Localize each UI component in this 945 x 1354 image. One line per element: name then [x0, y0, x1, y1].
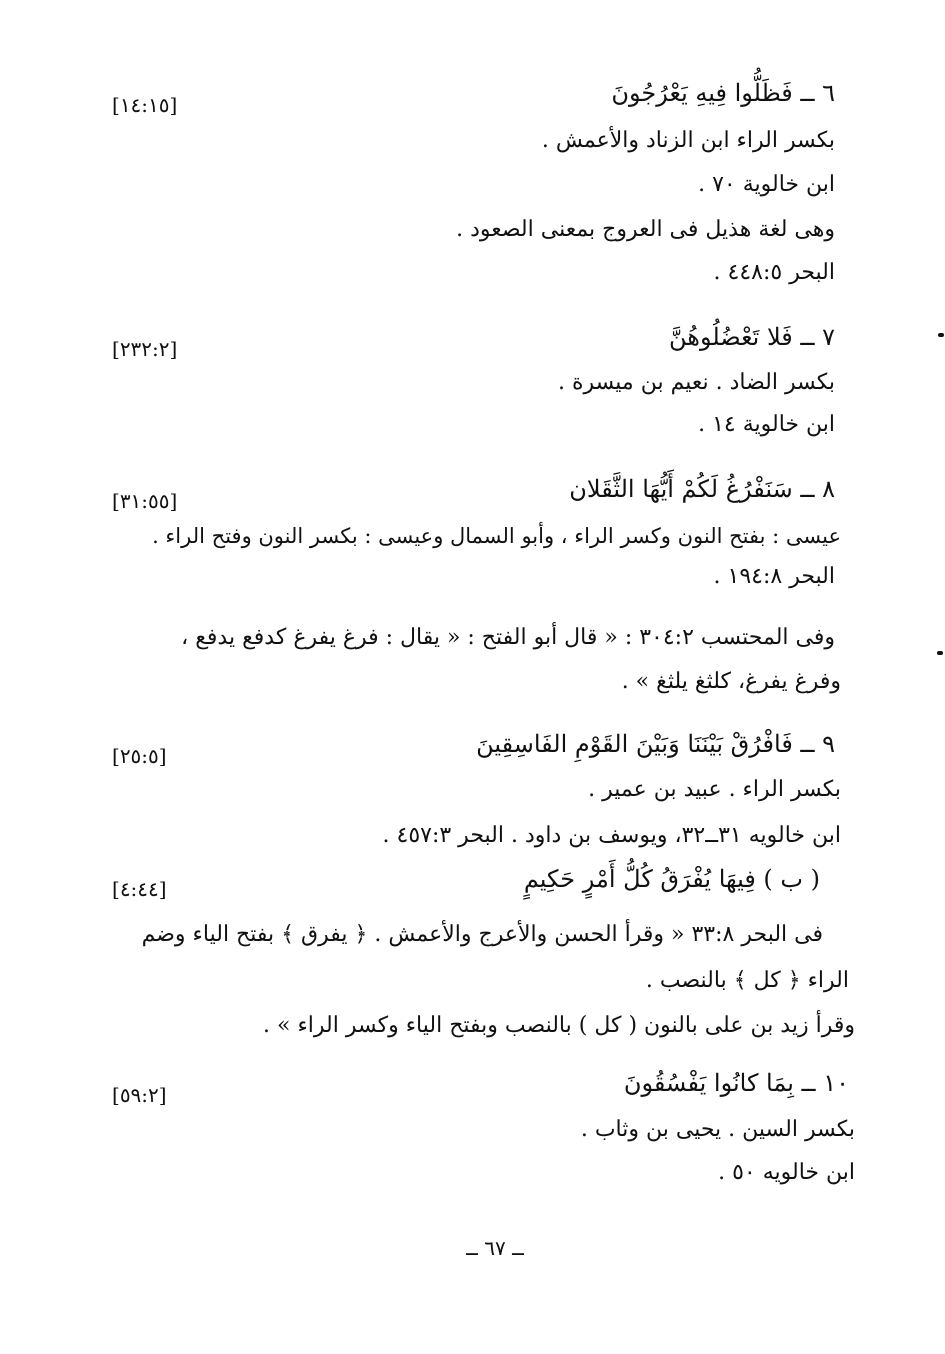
entry-8-line: عيسى : بفتح النون وكسر الراء ، وأبو السمال وعيسى : بكسر النون وفتح الراء .: [152, 524, 841, 548]
entry-9b-reference: [٤:٤٤]: [112, 877, 167, 901]
scan-mark: [937, 651, 943, 655]
entry-8-reference: [٣١:٥٥]: [112, 489, 178, 513]
entry-7-line: ابن خالوية ١٤ .: [698, 412, 835, 437]
page-number: ــ ٦٧ ــ: [466, 1236, 524, 1260]
entry-7-line: بكسر الضاد . نعيم بن ميسرة .: [558, 370, 835, 395]
entry-10-reference: [٥٩:٢]: [112, 1083, 167, 1107]
entry-8-note-line: وفرغ يفرغ، كلثغ يلثغ » .: [621, 669, 841, 694]
entry-8-note-line: وفى المحتسب ٣٠٤:٢ : « قال أبو الفتح : « يقال : فرغ يفرغ كدفع يدفع ،: [181, 625, 835, 650]
entry-9b-line: الراء ﴿ كل ﴾ بالنصب .: [645, 968, 849, 993]
entry-6-line: بكسر الراء ابن الزناد والأعمش .: [541, 128, 835, 153]
entry-6-line: وهى لغة هذيل فى العروج بمعنى الصعود .: [456, 217, 835, 242]
entry-6-line: ابن خالوية ٧٠ .: [698, 172, 835, 197]
entry-9b-heading: ( ب ) فِيهَا يُفْرَقُ كُلُّ أَمْرٍ حَكِيمٍ: [523, 865, 820, 893]
entry-8-heading: ٨ ــ سَنَفْرُغُ لَكُمْ أَيُّهَا الثَّقَلان: [569, 475, 835, 503]
entry-9b-line: وقرأ زيد بن على بالنون ( كل ) بالنصب وبفتح الياء وكسر الراء » .: [263, 1013, 855, 1038]
entry-9b-line: فى البحر ٣٣:٨ « وقرأ الحسن والأعرج والأعمش . ﴿ يفرق ﴾ بفتح الياء وضم: [141, 922, 823, 947]
entry-6-heading: ٦ ــ فَظَلُّوا فِيهِ يَعْرُجُونَ: [611, 79, 835, 107]
entry-10-line: ابن خالويه ٥٠ .: [718, 1160, 855, 1185]
entry-6-line: البحر ٤٤٨:٥ .: [713, 260, 835, 285]
entry-7-reference: [٢٣٢:٢]: [112, 337, 178, 361]
entry-7-heading: ٧ ــ فَلا تَعْضُلُوهُنَّ: [669, 323, 835, 351]
entry-8-line: البحر ١٩٤:٨ .: [713, 564, 835, 589]
entry-9-line: ابن خالويه ٣١ــ٣٢، ويوسف بن داود . البحر ٤٥٧:٣ .: [382, 823, 841, 848]
entry-9-reference: [٢٥:٥]: [112, 744, 167, 768]
entry-9-line: بكسر الراء . عبيد بن عمير .: [588, 777, 841, 802]
entry-6-reference: [١٤:١٥]: [112, 93, 178, 117]
scan-mark: [938, 333, 944, 337]
entry-10-line: بكسر السين . يحيى بن وثاب .: [580, 1117, 855, 1142]
entry-9-heading: ٩ ــ فَافْرُقْ بَيْنَنَا وَبَيْنَ القَوْمِ الفَاسِقِينَ: [476, 730, 835, 758]
entry-10-heading: ١٠ ــ بِمَا كانُوا يَفْسُقُونَ: [623, 1069, 849, 1097]
